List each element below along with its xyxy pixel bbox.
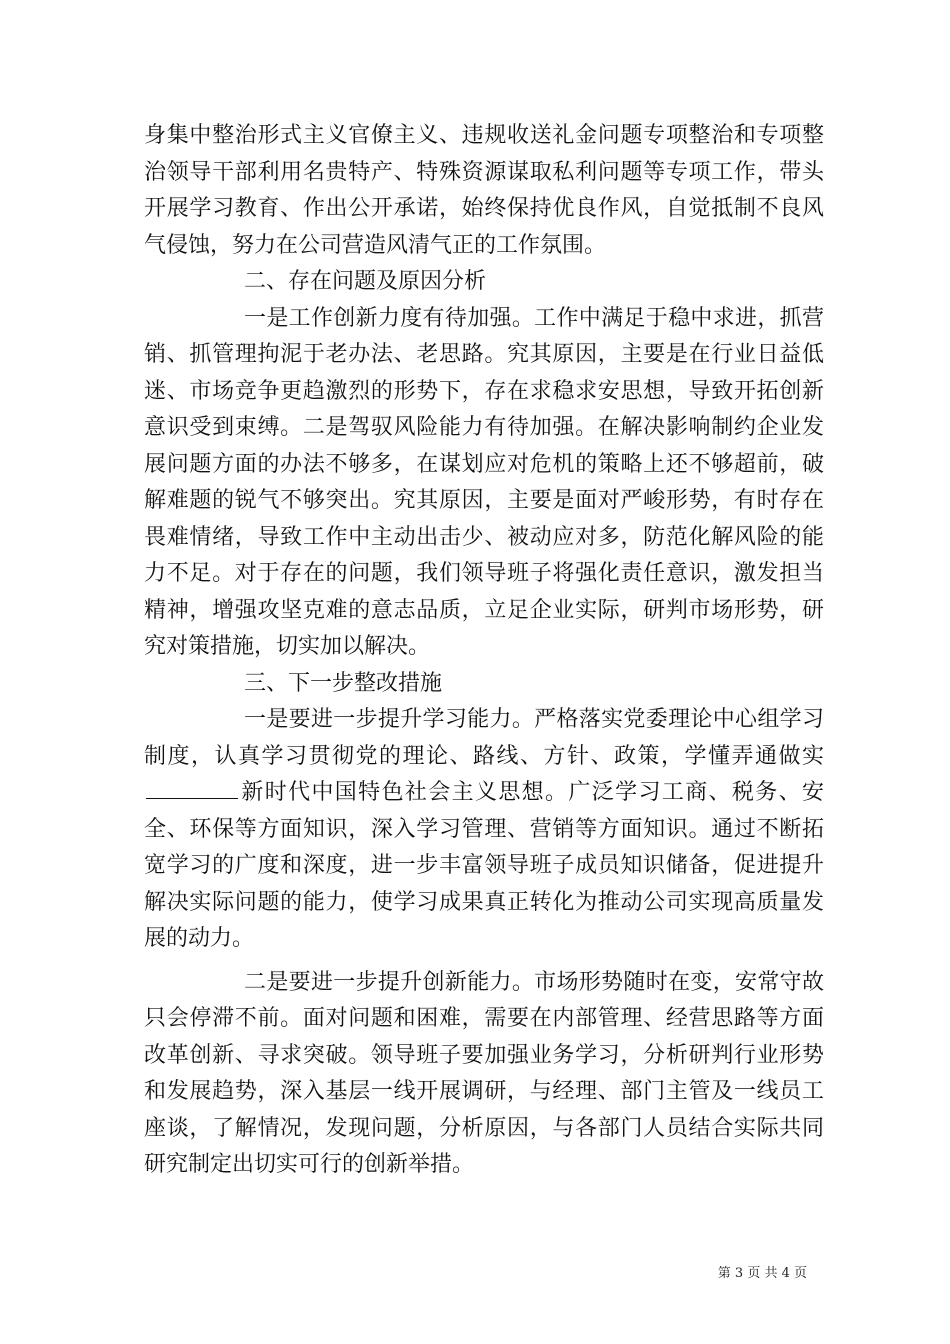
paragraph-innovation-ability: 二是要进一步提升创新能力。市场形势随时在变，安常守故只会停滞不前。面对问题和困难，需要在内部管理、经营思路等方面改革创新、寻求突破。领导班子要加强业务学习，分析研判行业形势和发展趋势，深入基层一线开展调研，与经理、部门主管及一线员工座谈，了解情况，发现问题，分析原因，与各部门人员结合实际共同研究制定出切实可行的创新举措。 bbox=[144, 969, 824, 1177]
document-body bbox=[144, 118, 824, 1184]
blank-underline bbox=[146, 776, 238, 799]
paragraph-continuation: 身集中整治形式主义官僚主义、违规收送礼金问题专项整治和专项整治领导干部利用名贵特产、特殊资源谋取私利问题等专项工作，带头开展学习教育、作出公开承诺，始终保持优良作风，自觉抵制不良风气侵蚀，努力在公司营造风清气正的工作氛围。 bbox=[144, 123, 824, 258]
paragraph-problems-analysis: 一是工作创新力度有待加强。工作中满足于稳中求进，抓营销、抓管理拘泥于老办法、老思路。究其原因，主要是在行业日益低迷、市场竞争更趋激烈的形势下，存在求稳求安思想，导致开拓创新意识受到束缚。二是驾驭风险能力有待加强。在解决影响制约企业发展问题方面的办法不够多，在谋划应对危机的策略上还不够超前，破解难题的锐气不够突出。究其原因，主要是面对严峻形势，有时存在畏难情绪，导致工作中主动出击少、被动应对多，防范化解风险的能力不足。对于存在的问题，我们领导班子将强化责任意识，激发担当精神，增强攻坚克难的意志品质，立足企业实际，研判市场形势，研究对策措施，切实加以解决。 bbox=[144, 305, 824, 659]
section-heading-problems: 二、存在问题及原因分析 bbox=[244, 269, 487, 294]
paragraph-learning-ability bbox=[144, 702, 824, 958]
paragraph-learning-part2: 新时代中国特色社会主义思想。广泛学习工商、税务、安全、环保等方面知识，深入学习管理、营销等方面知识。通过不断拓宽学习的广度和深度，进一步丰富领导班子成员知识储备，促进提升解决实际问题的能力，使学习成果真正转化为推动公司实现高质量发展的动力。 bbox=[144, 780, 824, 951]
paragraph-learning-part1: 一是要进一步提升学习能力。严格落实党委理论中心组学习制度，认真学习贯彻党的理论、路线、方针、政策，学懂弄通做实 bbox=[144, 707, 824, 769]
section-heading-next-steps: 三、下一步整改措施 bbox=[244, 670, 443, 696]
page-number-footer: 第 3 页 共 4 页 bbox=[717, 1266, 807, 1281]
